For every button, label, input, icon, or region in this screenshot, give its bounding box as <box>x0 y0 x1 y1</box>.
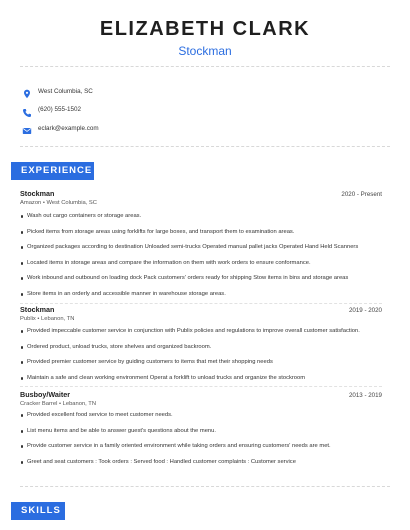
job-bullet: Work inbound and outbound on loading dock Pack customers' orders ready for shipping Stow items in bins and storage areas <box>20 275 348 281</box>
job-title: Stockman <box>20 305 55 314</box>
job-title: Stockman <box>20 189 55 198</box>
job-entry <box>20 390 382 465</box>
job-company: Amazon • West Columbia, SC <box>20 200 97 206</box>
job-bullet: Organized packages according to destination Unloaded semi-trucks Operated manual pallet jacks Operated Hand Held Scanners <box>20 244 358 250</box>
job-bullet: Provided premier customer service by guiding customers to items that met their shopping needs <box>20 359 273 365</box>
job-bullet: Provide customer service in a family oriented environment while taking orders and ensuring customers' needs are met. <box>20 443 331 449</box>
header-divider <box>20 66 390 67</box>
job-entry <box>20 305 382 381</box>
skills-divider <box>20 486 390 487</box>
envelope-icon <box>22 123 32 133</box>
job-bullet: List menu items and be able to answer guest's questions about the menu. <box>20 428 216 434</box>
job-bullet: Picked items from storage areas using forklifts for large boxes, and transport them to examination areas. <box>20 229 294 235</box>
job-divider <box>20 303 382 304</box>
job-bullet: Store items in an orderly and accessible manner in warehouse storage areas. <box>20 291 226 297</box>
contact-location-text: West Columbia, SC <box>38 87 93 95</box>
location-pin-icon <box>22 86 32 96</box>
job-entry <box>20 189 382 297</box>
job-company: Publix • Lebanon, TN <box>20 316 75 322</box>
job-divider <box>20 386 382 387</box>
job-bullet: Wash out cargo containers or storage areas. <box>20 213 141 219</box>
job-bullet: Located items in storage areas and compare the information on them with work orders to ensure conformance. <box>20 260 311 266</box>
job-bullet: Provided excellent food service to meet customer needs. <box>20 412 173 418</box>
contact-list <box>22 82 99 138</box>
contact-phone-text: (620) 555-1502 <box>38 106 82 113</box>
contact-email-text: eclark@example.com <box>38 124 99 132</box>
job-bullet: Ordered product, unload trucks, store shelves and organized backroom. <box>20 344 211 350</box>
contact-phone <box>22 101 99 119</box>
candidate-role: Stockman <box>178 44 232 58</box>
skills-section-heading: SKILLS <box>11 502 65 520</box>
job-bullet: Provided impeccable customer service in conjunction with Publix policies and regulations to improve overall customer satisfaction. <box>20 328 360 334</box>
contact-divider <box>20 146 390 147</box>
job-company: Cracker Barrel • Lebanon, TN <box>20 401 97 407</box>
contact-location <box>22 82 99 100</box>
job-title: Busboy/Waiter <box>20 390 71 399</box>
job-bullet: Greet and seat customers : Took orders : Served food : Handled customer complaints : Customer service <box>20 459 296 465</box>
phone-icon <box>22 105 32 115</box>
job-bullet: Maintain a safe and clean working environment Operat a forklift to unload trucks and organize the stockroom <box>20 375 305 381</box>
resume-header <box>0 0 410 58</box>
job-dates: 2013 - 2019 <box>348 392 382 399</box>
contact-email <box>22 119 99 137</box>
candidate-name: ELIZABETH CLARK <box>99 18 311 40</box>
job-dates: 2020 - Present <box>341 191 382 198</box>
experience-section-heading: EXPERIENCE <box>11 162 94 180</box>
job-dates: 2019 - 2020 <box>348 307 382 314</box>
